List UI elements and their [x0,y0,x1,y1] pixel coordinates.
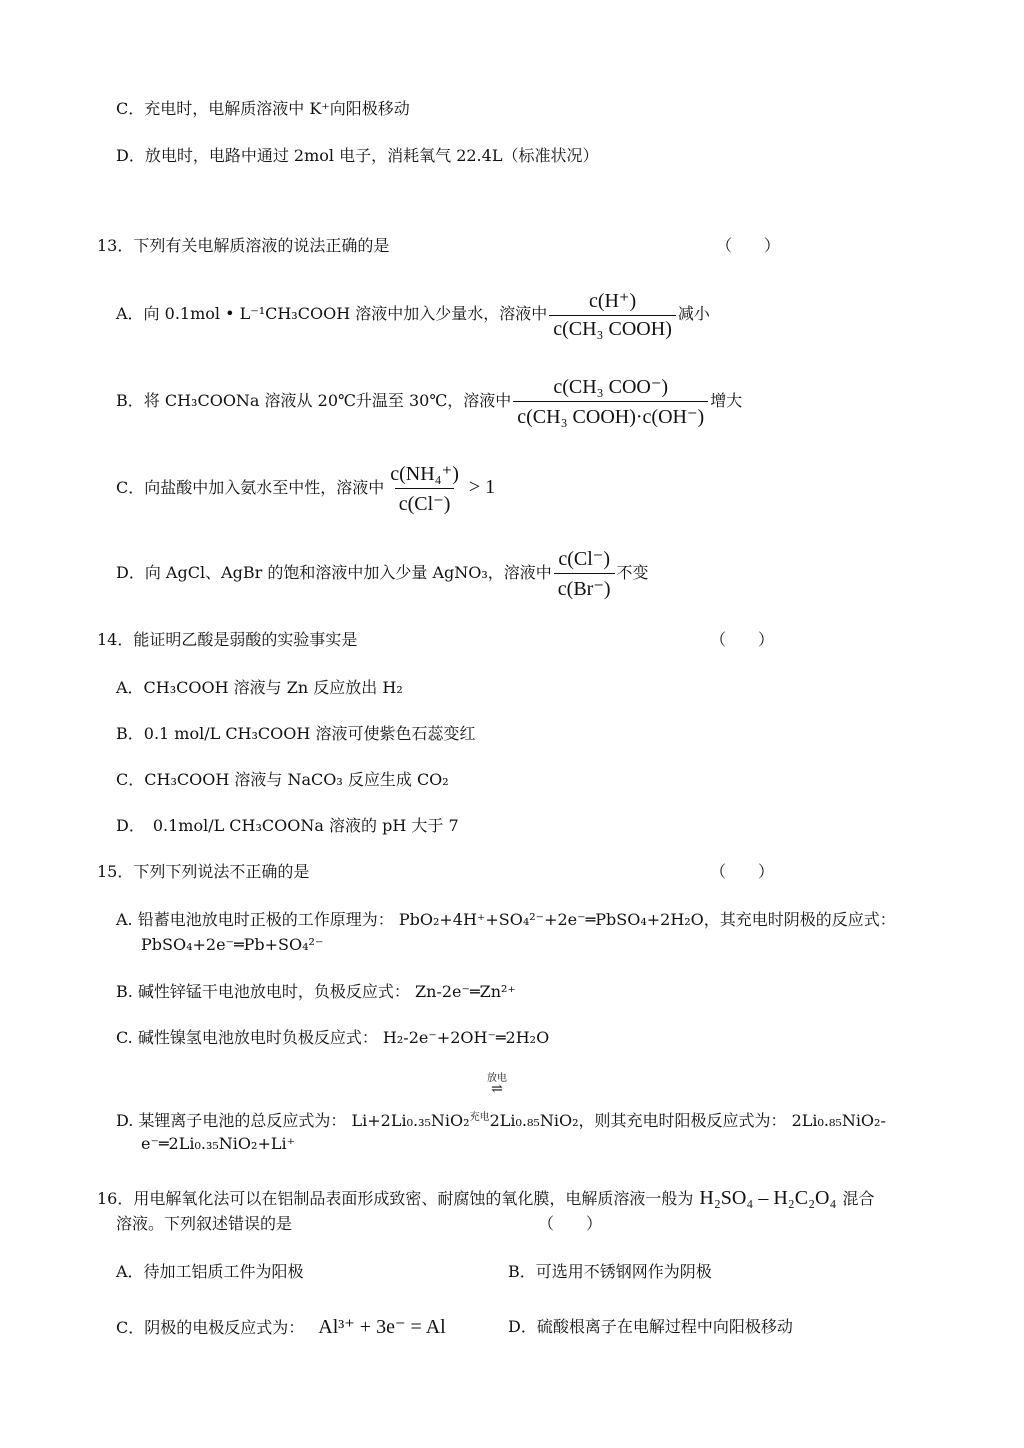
q15-reversible-arrow [487,1073,507,1097]
q13-answer-paren: （ ） [716,236,781,255]
q13-b-tail: 增大 [710,391,743,410]
q16-stem-tail: 混合 [842,1189,875,1208]
q13-a-fraction [549,288,676,341]
q12-option-c: C．充电时，电解质溶液中 K⁺向阳极移动 [116,99,410,118]
q16-answer-paren: （ ） [538,1214,603,1233]
q16-option-d: D．硫酸根离子在电解过程中向阳极移动 [508,1317,793,1336]
q15-arrow-label-bottom: 充电 [469,1112,490,1123]
reversible-arrow-icon: ⇌ [491,1081,503,1097]
q14-option-b: B．0.1 mol/L CH₃COOH 溶液可使紫色石蕊变红 [116,724,476,743]
q15-stem: 15．下列下列说法不正确的是 [97,862,310,881]
q15-option-d-line2: e⁻═2Li₀.₃₅NiO₂+Li⁺ [141,1134,296,1153]
q16-stem-line2: 溶液。下列叙述错误的是 [116,1214,293,1233]
q16-option-a: A．待加工铝质工件为阳极 [116,1262,304,1281]
q14-stem: 14．能证明乙酸是弱酸的实验事实是 [97,630,358,649]
q13-d-fraction [554,546,615,601]
q15-option-a-line1: A. 铅蓄电池放电时正极的工作原理为： PbO₂+4H⁺+SO₄²⁻+2e⁻═PbSO₄+2H₂O，其充电时阴极的反应式： [116,910,896,929]
q15-option-d-line1 [116,1107,886,1132]
q16-c-formula: Al³⁺ + 3e⁻ = Al [318,1316,446,1338]
q13-b-text: B．将 CH₃COONa 溶液从 20℃升温至 30℃，溶液中 [116,391,512,410]
q13-stem: 13．下列有关电解质溶液的说法正确的是 [97,236,390,255]
q14-option-d: D． 0.1mol/L CH₃COONa 溶液的 pH 大于 7 [116,816,459,835]
q13-b-denominator: c(CH₃ COOH)·c(OH⁻) [513,401,708,429]
q15-option-b: B. 碱性锌锰干电池放电时，负极反应式： Zn-2e⁻═Zn²⁺ [116,982,516,1001]
q13-d-numerator: c(Cl⁻) [558,548,610,570]
q16-option-b: B．可选用不锈钢网作为阴极 [508,1262,712,1281]
q16-option-c [116,1316,446,1339]
q13-d-tail: 不变 [616,563,649,582]
q13-a-tail: 减小 [677,304,710,323]
q13-a-text: A．向 0.1mol • L⁻¹CH₃COOH 溶液中加入少量水，溶液中 [116,304,548,323]
q13-option-d [116,546,649,601]
q15-answer-paren: （ ） [710,862,775,881]
q13-c-numerator: c(NH₄⁺) [390,463,459,485]
q13-a-denominator: c(CH₃ COOH) [549,315,676,341]
q15-option-a-line2: PbSO₄+2e⁻═Pb+SO₄²⁻ [141,935,324,954]
q13-a-numerator: c(H⁺) [588,290,637,312]
q14-option-c: C．CH₃COOH 溶液与 NaCO₃ 反应生成 CO₂ [116,770,449,789]
q15-arrow-label-top: 放电 [487,1073,507,1084]
q15-option-c: C. 碱性镍氢电池放电时负极反应式： H₂-2e⁻+2OH⁻═2H₂O [116,1028,550,1047]
q13-c-text: C．向盐酸中加入氨水至中性，溶液中 [116,478,385,497]
q13-b-numerator: c(CH₃ COO⁻) [553,376,669,398]
q16-stem-line1 [97,1187,875,1210]
q15-d-post: 2Li₀.₈₅NiO₂，则其充电时阳极反应式为： 2Li₀.₈₅NiO₂- [489,1111,886,1130]
q13-option-b [116,374,742,429]
q13-b-fraction [513,374,708,429]
q15-d-pre: D. 某锂离子电池的总反应式为： Li+2Li₀.₃₅NiO₂ [116,1111,470,1130]
q16-c-text: C．阴极的电极反应式为： [116,1318,305,1337]
q12-option-d: D．放电时，电路中通过 2mol 电子，消耗氧气 22.4L（标准状况） [116,146,599,165]
q13-c-denominator: c(Cl⁻) [395,488,455,516]
q16-stem-text: 16．用电解氧化法可以在铝制品表面形成致密、耐腐蚀的氧化膜，电解质溶液一般为 [97,1189,694,1208]
q16-electrolyte-formula: H₂SO₄ – H₂C₂O₄ [699,1187,837,1209]
q13-d-text: D．向 AgCl、AgBr 的饱和溶液中加入少量 AgNO₃，溶液中 [116,563,552,582]
q13-d-denominator: c(Br⁻) [554,573,615,601]
q13-option-a [116,288,710,341]
q13-c-tail: > 1 [468,476,496,498]
q13-option-c [116,461,495,516]
q14-option-a: A．CH₃COOH 溶液与 Zn 反应放出 H₂ [116,678,403,697]
q14-answer-paren: （ ） [710,630,775,649]
q13-c-fraction [386,461,463,516]
